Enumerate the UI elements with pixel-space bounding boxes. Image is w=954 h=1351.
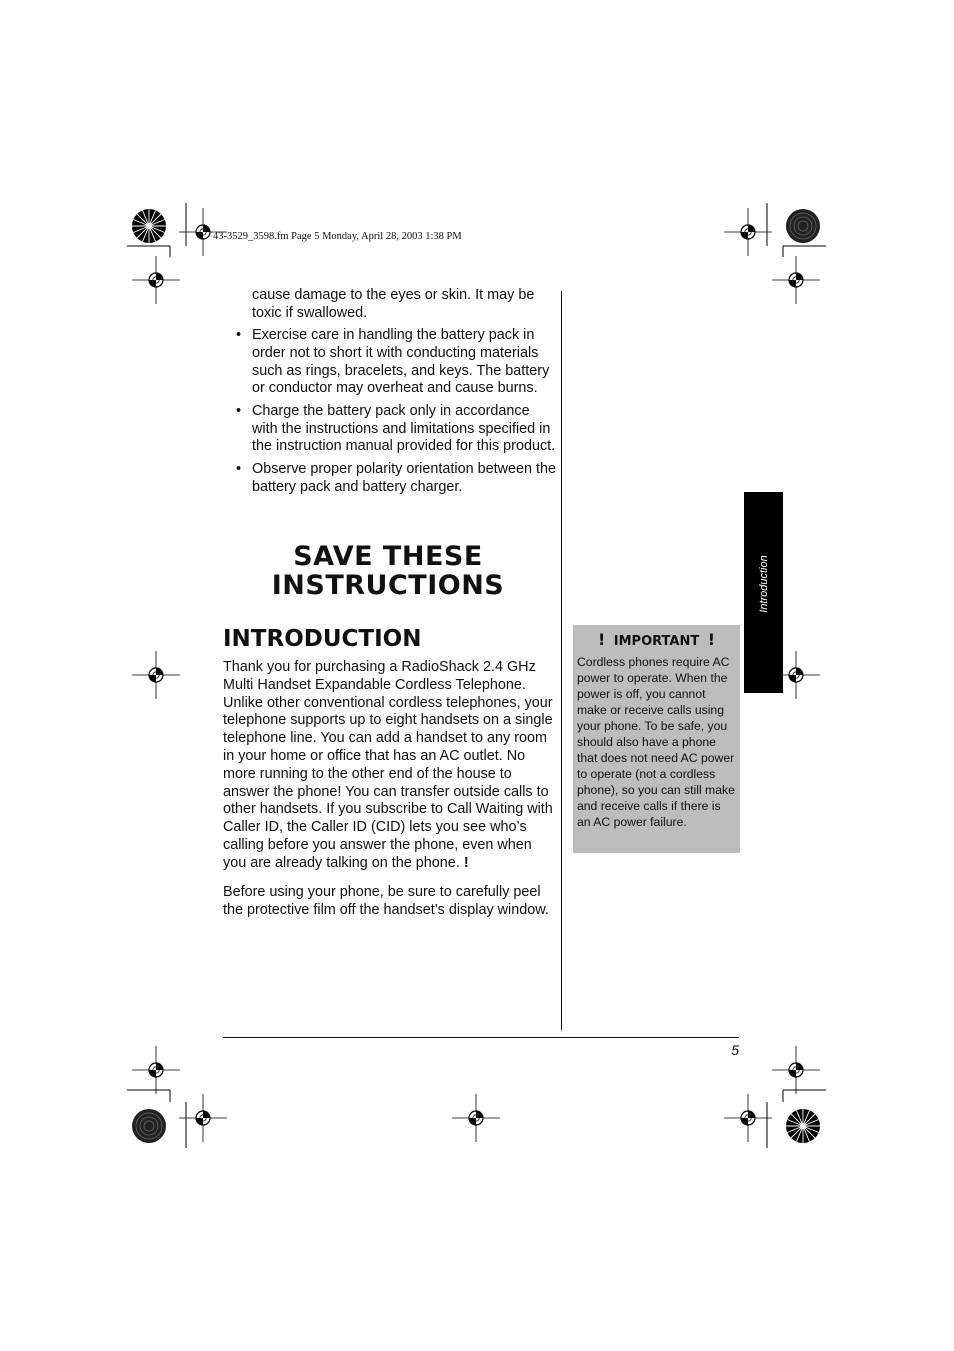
page-number: 5	[731, 1042, 739, 1058]
save-title-line1: SAVE THESE	[293, 541, 483, 572]
exclamation-icon: !	[707, 630, 716, 649]
section-tab-label: Introduction	[757, 555, 770, 613]
exclamation-icon: !	[597, 630, 606, 649]
bullet-text: Charge the battery pack only in accordance with the instructions and limitations specified in the instruction manual provided for this product.	[252, 402, 556, 455]
section-tab	[744, 492, 783, 693]
continued-text: cause damage to the eyes or skin. It may be toxic if swallowed.	[252, 287, 535, 321]
important-label: IMPORTANT	[613, 634, 700, 649]
safety-bullet-list	[236, 327, 556, 501]
intro-paragraph-text: Thank you for purchasing a RadioShack 2.4 GHz Multi Handset Expandable Cordless Telephone. Unlike other conventional cordless telephones, your telephone supports up to eight handsets on a single telephone line. You can add a handset to any room in your home or office that has an AC outlet. No more running to the other end of the house to answer the phone! You can transfer outside calls to other handsets. If you subscribe to Call Waiting with Caller ID, the Caller ID (CID) lets you see who’s calling before you answer the phone, even when you are already talking on the phone.	[223, 659, 553, 871]
file-slug-line: 43-3529_3598.fm Page 5 Monday, April 28, 2003 1:38 PM	[213, 231, 462, 242]
bullet-marker: •	[236, 402, 242, 419]
intro-paragraph-2: Before using your phone, be sure to carefully peel the protective film off the handset’s display window.	[223, 884, 549, 918]
bullet-marker: •	[236, 327, 242, 343]
important-heading	[573, 630, 740, 649]
introduction-heading: INTRODUCTION	[223, 626, 422, 652]
end-mark-icon: !	[463, 854, 469, 871]
bullet-text: Observe proper polarity orientation between the battery pack and battery charger.	[252, 460, 556, 495]
footer-rule	[223, 1037, 739, 1038]
intro-paragraph	[223, 659, 557, 873]
list-item	[236, 461, 556, 497]
bullet-text: Exercise care in handling the battery pack in order not to short it with conducting materials such as rings, bracelets, and keys. The battery or conductor may overheat and cause burns.	[252, 327, 550, 397]
column-divider	[561, 291, 562, 1030]
important-text: Cordless phones require AC power to operate. When the power is off, you cannot make or receive calls using your phone. To be safe, you should also have a phone that does not need AC power to operate (not a cordless phone), so you can still make and receive calls if there is an AC power failure.	[577, 655, 735, 829]
important-note-box	[573, 625, 740, 853]
bullet-marker: •	[236, 460, 242, 477]
list-item	[236, 403, 556, 456]
list-item	[236, 327, 556, 398]
save-instructions-heading	[222, 542, 554, 600]
save-title-line2: INSTRUCTIONS	[271, 570, 505, 601]
